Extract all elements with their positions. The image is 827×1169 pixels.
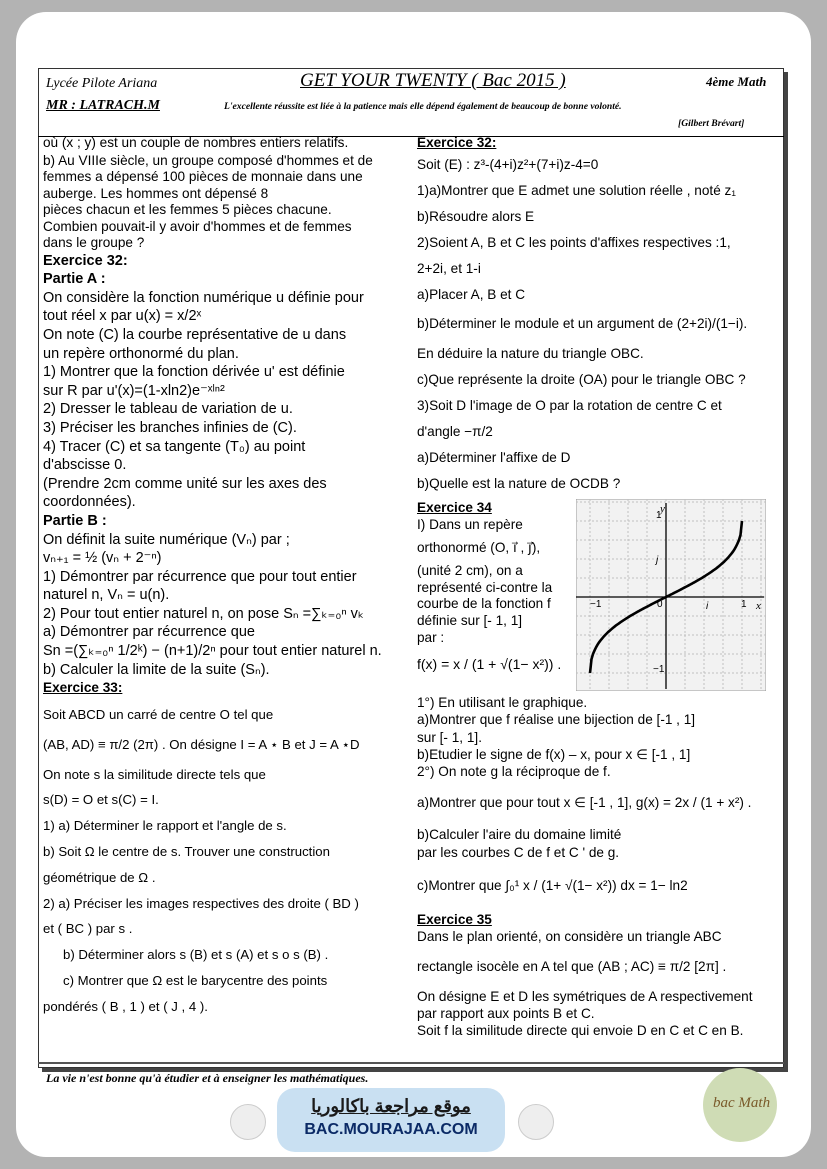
text-line: Dans le plan orienté, on considère un triangle ABC (417, 929, 722, 945)
exercise-title: Exercice 32: (43, 252, 128, 269)
logo-text: bac Math (713, 1095, 771, 1111)
text-line: On désigne E et D les symétriques de A respectivement (417, 988, 753, 1004)
text-line: vₙ₊₁ = ½ (vₙ + 2⁻ⁿ) (43, 550, 162, 567)
text-line: Sn =(∑ₖ₌₀ⁿ 1/2ᵏ) − (n+1)/2ⁿ pour tout entier naturel n. (43, 643, 382, 660)
text-line: b) Au VIIIe siècle, un groupe composé d'hommes et de (43, 152, 373, 168)
text-line: pondérés ( B , 1 ) et ( J , 4 ). (43, 998, 208, 1014)
bookshelf-icon (518, 1104, 554, 1140)
text-line: 2)Soient A, B et C les points d'affixes respectives :1, (417, 234, 731, 250)
text-line: et ( BC ) par s . (43, 921, 133, 937)
right-column-top (417, 134, 779, 497)
text-line: (unité 2 cm), on a (417, 563, 523, 579)
text-line: 2) a) Préciser les images respectives des droite ( BD ) (43, 895, 359, 911)
text-line: 1°) En utilisant le graphique. (417, 695, 588, 710)
vector-i-label: i (706, 601, 709, 612)
site-url[interactable]: BAC.MOURAJAA.COM (304, 1121, 478, 1138)
text-line: I) Dans un repère (417, 516, 523, 532)
exercise-title: Exercice 32: (417, 135, 497, 150)
text-line: 1)a)Montrer que E admet une solution réelle , noté z₁ (417, 182, 736, 198)
text-line: On considère la fonction numérique u définie pour (43, 289, 364, 306)
text-line: sur [- 1, 1]. (417, 729, 482, 745)
text-line: c) Montrer que Ω est le barycentre des points (63, 973, 328, 989)
vector-j-label: j (656, 555, 659, 566)
text-line: orthonormé (O, i⃗ , j⃗), (417, 540, 541, 556)
y-axis-label: y (660, 503, 665, 515)
text-line: 4) Tracer (C) et sa tangente (T₀) au point (43, 438, 306, 455)
text-line: tout réel x par u(x) = x/2ˣ (43, 308, 202, 325)
text-line: un repère orthonormé du plan. (43, 345, 239, 362)
school-name: Lycée Pilote Ariana (46, 76, 158, 91)
text-line: b)Résoudre alors E (417, 208, 535, 224)
text-line: pièces chacun et les femmes 5 pièces chacune. (43, 202, 332, 218)
text-line: b) Calculer la limite de la suite (Sₙ). (43, 661, 270, 678)
text-line: a)Placer A, B et C (417, 286, 526, 302)
text-line: 2) Dresser le tableau de variation de u. (43, 401, 293, 418)
page-title: GET YOUR TWENTY ( Bac 2015 ) (300, 70, 566, 91)
text-line: a)Montrer que f réalise une bijection de [-1 , 1] (417, 712, 696, 728)
text-line: c)Montrer que ∫₀¹ x / (1+ √(1− x²)) dx = 1− ln2 (417, 878, 688, 894)
exercise-title: Exercice 33: (43, 680, 123, 696)
text-line: On définit la suite numérique (Vₙ) par ; (43, 531, 290, 548)
text-line: représenté ci-contre la (417, 579, 553, 595)
text-line: sur R par u'(x)=(1-xln2)e⁻ˣˡⁿ² (43, 382, 225, 399)
footer-motto: La vie n'est bonne qu'à étudier et à enseigner les mathématiques. (46, 1071, 369, 1085)
text-line: a)Déterminer l'affixe de D (417, 450, 571, 466)
part-title: Partie B : (43, 512, 107, 529)
tick-origin: 0 (657, 599, 663, 610)
text-line: a)Montrer que pour tout x ∈ [-1 , 1], g(x) = 2x / (1 + x²) . (417, 795, 752, 811)
bookshelf-icon (230, 1104, 266, 1140)
text-line: (AB, AD) ≡ π/2 (2π) . On désigne I = A ⋆ B et J = A ⋆D (43, 736, 360, 752)
text-line: En déduire la nature du triangle OBC. (417, 346, 644, 362)
text-line: rectangle isocèle en A tel que (AB ; AC) ≡ π/2 [2π] . (417, 958, 727, 974)
ex34-questions (417, 694, 779, 1040)
tick-y-one: 1 (656, 510, 662, 521)
text-line: Soit (E) : z³-(4+i)z²+(7+i)z-4=0 (417, 157, 599, 172)
text-line: d'abscisse 0. (43, 457, 127, 474)
text-line: On note s la similitude directe tels que (43, 766, 266, 782)
text-line: b) Déterminer alors s (B) et s (A) et s o s (B) . (63, 947, 329, 963)
text-line: 2+2i, et 1-i (417, 260, 481, 276)
quote-author: [Gilbert Brévart] (678, 118, 745, 129)
text-line: par les courbes C de f et C ' de g. (417, 844, 620, 860)
text-line: 2°) On note g la réciproque de f. (417, 764, 611, 780)
function-graph (576, 499, 766, 691)
left-column (43, 134, 405, 1020)
text-line: On note (C) la courbe représentative de u dans (43, 326, 347, 343)
text-line: par rapport aux points B et C. (417, 1005, 595, 1021)
text-line: naturel n, Vₙ = u(n). (43, 587, 170, 604)
part-title: Partie A : (43, 271, 106, 288)
text-line: dans le groupe ? (43, 235, 145, 251)
text-line: Soit ABCD un carré de centre O tel que (43, 706, 274, 722)
text-line: b)Déterminer le module et un argument de (2+2i)/(1−i). (417, 316, 748, 332)
text-line: b)Etudier le signe de f(x) – x, pour x ∈ [-1 , 1] (417, 746, 691, 762)
text-line: Soit f la similitude directe qui envoie D en C et C en B. (417, 1023, 744, 1039)
text-line: courbe de la fonction f (417, 596, 551, 612)
footer-rule (38, 1062, 784, 1064)
text-line: b)Quelle est la nature de OCDB ? (417, 475, 621, 491)
text-line: définie sur [- 1, 1] (417, 612, 523, 628)
level-label: 4ème Math (706, 74, 767, 89)
text-line: 3) Préciser les branches infinies de (C). (43, 419, 297, 436)
site-arabic-name: موقع مراجعة باكالوريا (311, 1096, 471, 1116)
tick-minus-one: −1 (590, 599, 602, 610)
teacher-name: MR : LATRACH.M (46, 98, 160, 113)
text-line: auberge. Les hommes ont dépensé 8 (43, 185, 269, 201)
formula: f(x) = x / (1 + √(1− x²)) . (417, 656, 562, 673)
text-line: d'angle −π/2 (417, 424, 493, 440)
text-line: b) Soit Ω le centre de s. Trouver une construction (43, 844, 330, 860)
page-header (38, 68, 784, 137)
header-quote: L'excellente réussite est liée à la patience mais elle dépend également de beaucoup de bonne volonté. (224, 101, 622, 112)
text-line: (Prendre 2cm comme unité sur les axes des (43, 475, 327, 492)
site-banner[interactable] (277, 1088, 505, 1152)
text-line: par : (417, 629, 445, 645)
text-line: femmes a dépensé 100 pièces de monnaie dans une (43, 169, 363, 185)
bac-math-logo (703, 1068, 777, 1142)
text-line: c)Que représente la droite (OA) pour le triangle OBC ? (417, 372, 746, 388)
exercise-title: Exercice 35 (417, 912, 492, 928)
text-line: coordonnées). (43, 494, 136, 511)
exercise-title: Exercice 34 (417, 500, 492, 515)
text-line: géométrique de Ω . (43, 869, 156, 885)
text-line: 3)Soit D l'image de O par la rotation de centre C et (417, 398, 722, 414)
tick-y-minus-one: −1 (653, 664, 665, 675)
text-line: 2) Pour tout entier naturel n, on pose Sₙ =∑ₖ₌₀ⁿ vₖ (43, 605, 365, 622)
text-line: 1) a) Déterminer le rapport et l'angle de s. (43, 818, 287, 834)
text-line: 1) Démontrer par récurrence que pour tout entier (43, 568, 357, 585)
x-axis-label: x (756, 600, 761, 612)
text-line: 1) Montrer que la fonction dérivée u' est définie (43, 364, 345, 381)
text-line: Combien pouvait-il y avoir d'hommes et de femmes (43, 218, 352, 234)
text-line: s(D) = O et s(C) = I. (43, 792, 159, 808)
text-line: a) Démontrer par récurrence que (43, 624, 255, 641)
text-line: où (x ; y) est un couple de nombres entiers relatifs. (43, 135, 349, 150)
tick-one: 1 (741, 599, 747, 610)
ex34-intro (417, 500, 577, 682)
text-line: b)Calculer l'aire du domaine limité (417, 827, 622, 843)
